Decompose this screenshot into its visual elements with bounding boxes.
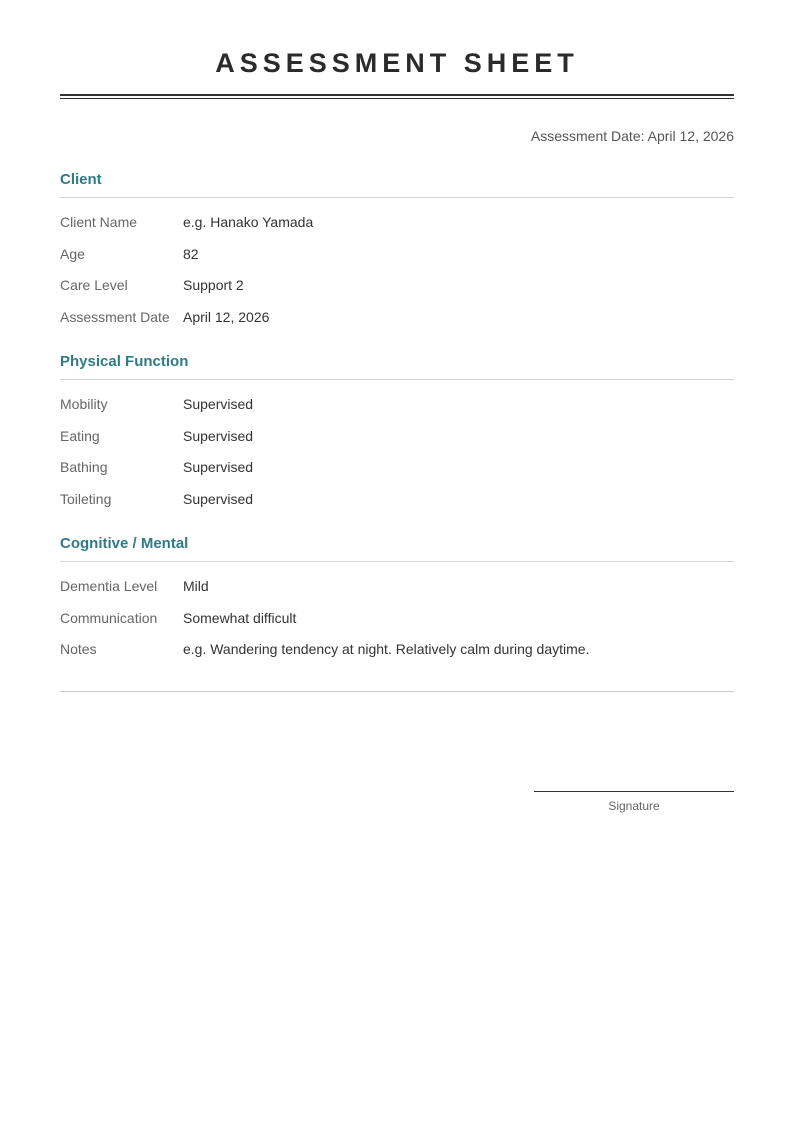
section-divider bbox=[60, 197, 734, 198]
section-title-physical-function: Physical Function bbox=[60, 353, 189, 370]
field-row-care-level bbox=[60, 275, 734, 307]
section-client bbox=[60, 170, 734, 338]
field-row-eating bbox=[60, 426, 734, 458]
field-label: Care Level bbox=[60, 277, 128, 293]
section-physical-function bbox=[60, 352, 734, 520]
field-row-toileting bbox=[60, 489, 734, 521]
page-title: ASSESSMENT SHEET bbox=[215, 48, 579, 78]
section-title-client: Client bbox=[60, 171, 102, 188]
field-row-dementia-level bbox=[60, 576, 734, 608]
field-row-communication bbox=[60, 608, 734, 640]
section-cognitive-mental bbox=[60, 534, 734, 671]
section-divider bbox=[60, 561, 734, 562]
field-label: Communication bbox=[60, 609, 158, 626]
field-label: Bathing bbox=[60, 459, 108, 475]
field-value: e.g. Hanako Yamada bbox=[183, 214, 314, 230]
field-label: Dementia Level bbox=[60, 578, 158, 594]
title-divider bbox=[60, 94, 734, 99]
field-row-notes bbox=[60, 639, 734, 671]
signature-label: Signature bbox=[608, 799, 660, 813]
field-row-mobility bbox=[60, 394, 734, 426]
field-row-bathing bbox=[60, 457, 734, 489]
field-label: Assessment Date bbox=[60, 308, 170, 325]
field-value: Supervised bbox=[183, 396, 254, 412]
field-row-client-name bbox=[60, 212, 734, 244]
signature-block bbox=[534, 791, 734, 813]
section-title-cognitive-mental: Cognitive / Mental bbox=[60, 535, 189, 552]
field-label: Notes bbox=[60, 641, 97, 657]
field-label: Toileting bbox=[60, 490, 112, 507]
field-value: e.g. Wandering tendency at night. Relatively calm during daytime. bbox=[183, 641, 590, 657]
field-label: Mobility bbox=[60, 396, 108, 412]
field-value: Mild bbox=[183, 578, 209, 594]
field-value: April 12, 2026 bbox=[183, 308, 270, 325]
content-end-divider bbox=[60, 691, 734, 692]
header-assessment-date: Assessment Date: April 12, 2026 bbox=[530, 128, 734, 144]
field-label: Eating bbox=[60, 427, 100, 444]
signature-line bbox=[534, 791, 734, 792]
field-label: Age bbox=[60, 245, 85, 262]
field-value: Somewhat difficult bbox=[183, 609, 297, 626]
field-value: Supervised bbox=[183, 459, 254, 475]
field-value: 82 bbox=[183, 245, 199, 262]
field-row-age bbox=[60, 244, 734, 276]
section-divider bbox=[60, 379, 734, 380]
field-value: Support 2 bbox=[183, 277, 244, 293]
field-label: Client Name bbox=[60, 214, 138, 230]
field-row-assessment-date bbox=[60, 307, 734, 339]
field-value: Supervised bbox=[183, 490, 254, 507]
field-value: Supervised bbox=[183, 427, 254, 444]
document-page bbox=[60, 0, 734, 692]
